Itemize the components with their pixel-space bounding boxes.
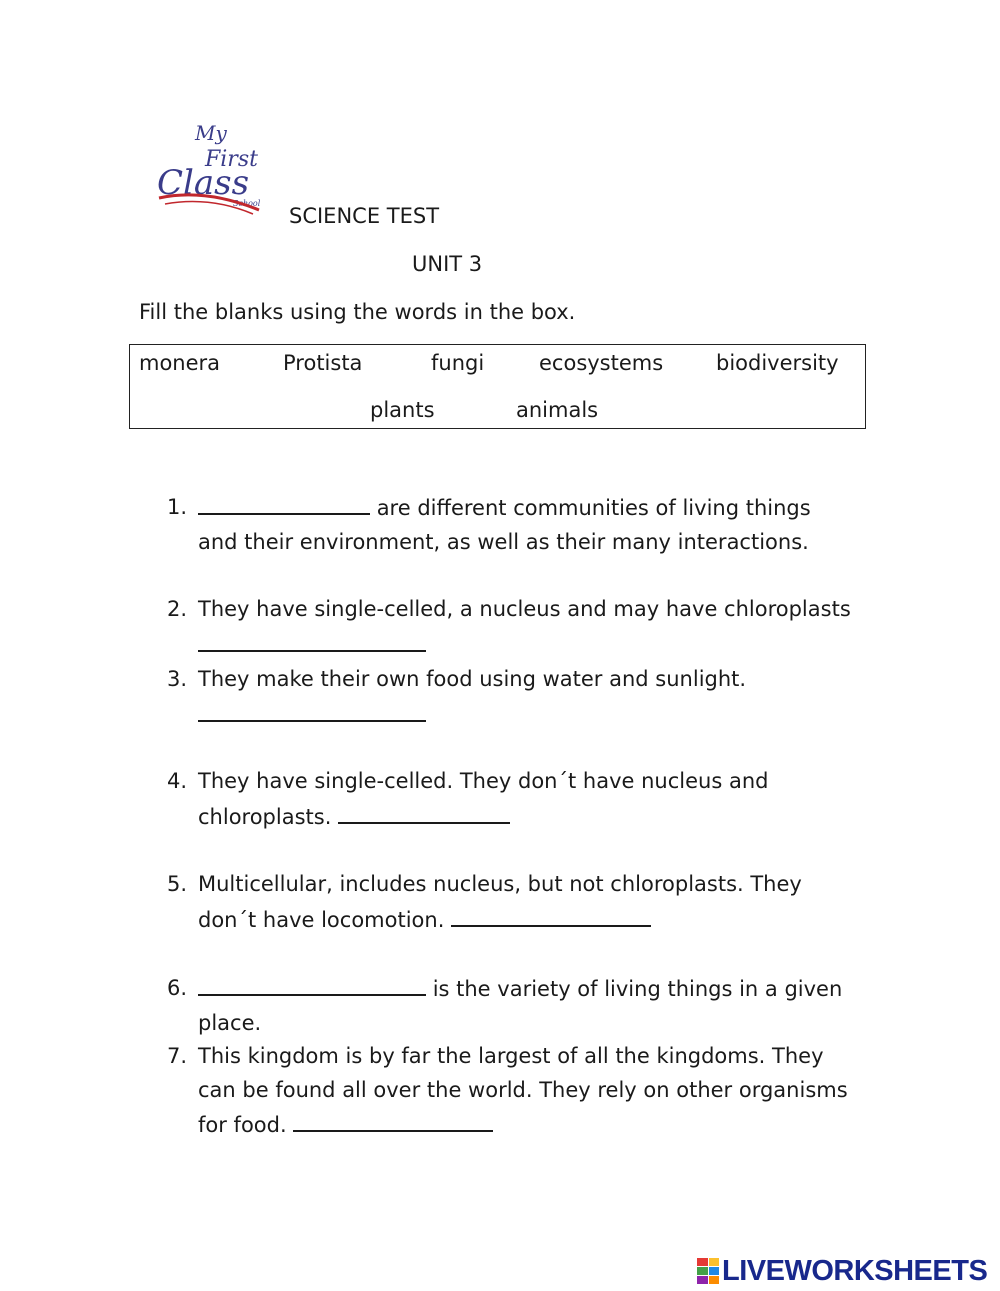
- word-bank-item: ecosystems: [539, 351, 664, 375]
- page-title: SCIENCE TEST: [289, 204, 440, 228]
- question-line: for food.: [198, 1112, 493, 1137]
- word-bank-item: biodiversity: [716, 351, 839, 375]
- answer-line: [198, 632, 426, 657]
- brand-text: LIVEWORKSHEETS: [722, 1254, 988, 1287]
- word-bank-item: Protista: [283, 351, 363, 375]
- question-line: and their environment, as well as their many interactions.: [198, 530, 809, 554]
- answer-blank[interactable]: [198, 976, 426, 996]
- question-line: can be found all over the world. They rely on other organisms: [198, 1078, 848, 1102]
- word-bank-box: [129, 344, 866, 429]
- question-number: 6.: [167, 976, 188, 1000]
- question-number: 3.: [167, 667, 188, 691]
- word-bank-item: monera: [139, 351, 221, 375]
- answer-blank[interactable]: [198, 495, 370, 515]
- answer-blank[interactable]: [451, 907, 651, 927]
- answer-blank[interactable]: [338, 804, 510, 824]
- question-2: They have single-celled, a nucleus and may have chloroplasts: [198, 597, 851, 621]
- question-number: 5.: [167, 872, 188, 896]
- question-number: 2.: [167, 597, 188, 621]
- liveworksheets-brand: [697, 1256, 987, 1286]
- school-logo: [155, 118, 265, 222]
- question-number: 7.: [167, 1044, 188, 1068]
- question-7: This kingdom is by far the largest of all the kingdoms. They: [198, 1044, 824, 1068]
- unit-label: UNIT 3: [412, 252, 483, 276]
- word-bank-item: animals: [516, 398, 599, 422]
- question-1: are different communities of living things: [198, 495, 811, 520]
- question-number: 4.: [167, 769, 188, 793]
- question-5: Multicellular, includes nucleus, but not chloroplasts. They: [198, 872, 802, 896]
- svg-text:My: My: [195, 121, 227, 145]
- word-bank-item: fungi: [431, 351, 485, 375]
- answer-line: [198, 702, 426, 727]
- question-line: place.: [198, 1011, 262, 1035]
- svg-text:Class: Class: [157, 163, 250, 203]
- question-4: They have single-celled. They don´t have nucleus and: [198, 769, 769, 793]
- question-3: They make their own food using water and sunlight.: [198, 667, 747, 691]
- svg-text:School: School: [233, 199, 261, 208]
- word-bank-item: plants: [370, 398, 435, 422]
- question-line: don´t have locomotion.: [198, 907, 651, 932]
- instructions: Fill the blanks using the words in the box.: [139, 300, 576, 324]
- question-6: is the variety of living things in a given: [198, 976, 842, 1001]
- answer-blank[interactable]: [198, 632, 426, 652]
- answer-blank[interactable]: [198, 702, 426, 722]
- svg-text:First: First: [205, 147, 258, 172]
- liveworksheets-logo-icon: [697, 1258, 719, 1284]
- question-line: chloroplasts.: [198, 804, 510, 829]
- answer-blank[interactable]: [293, 1112, 493, 1132]
- question-number: 1.: [167, 495, 188, 519]
